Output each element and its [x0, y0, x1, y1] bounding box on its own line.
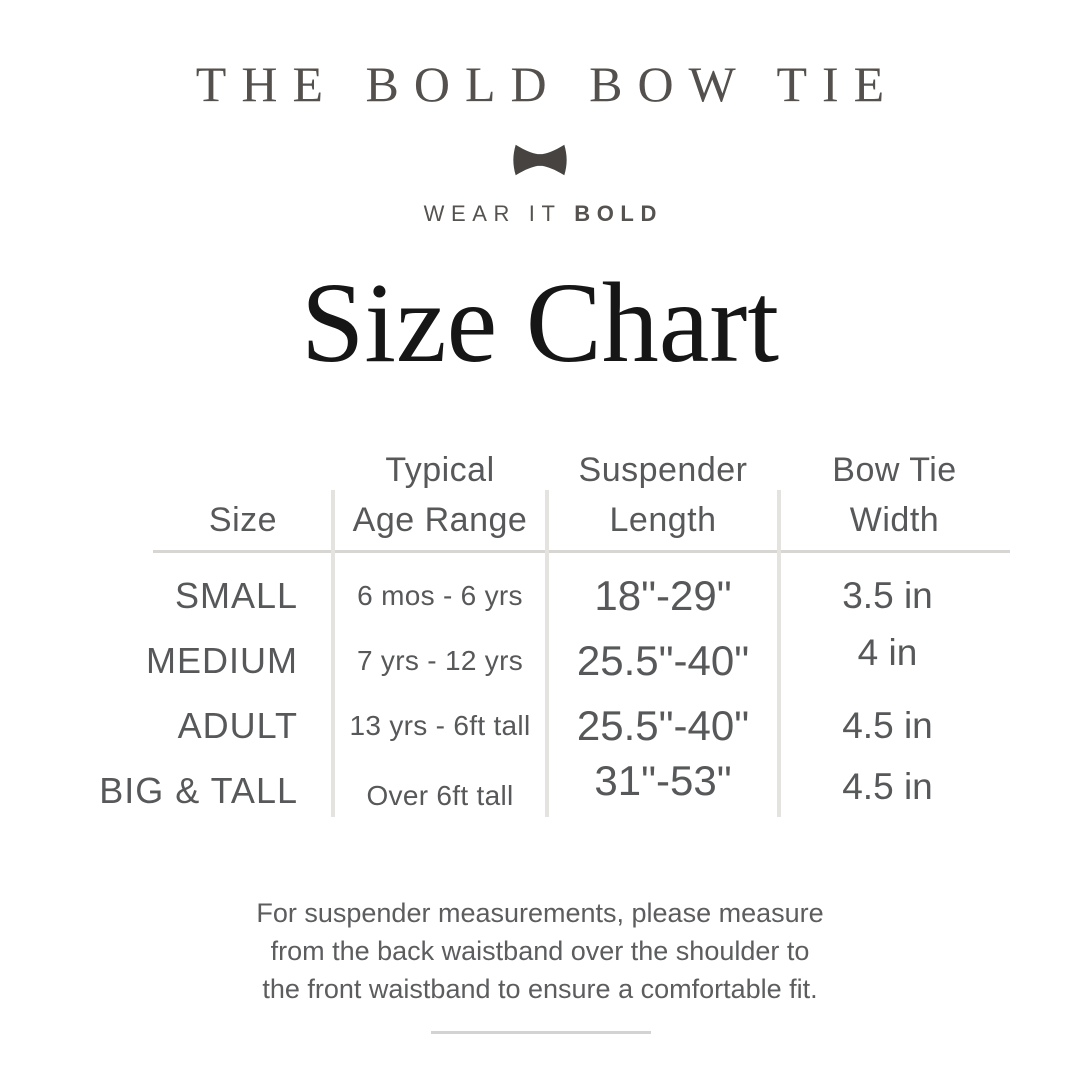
size-value: ADULT	[177, 704, 298, 746]
measurement-note-line1: For suspender measurements, please measure	[256, 898, 824, 928]
cell-size	[146, 628, 333, 693]
header-bow-tie-width-line1: Bow Tie	[832, 451, 957, 489]
header-size	[153, 445, 333, 557]
age-range-value: 7 yrs - 12 yrs	[356, 644, 523, 676]
measurement-note-line3: the front waistband to ensure a comfortable fit.	[262, 974, 818, 1004]
header-suspender-length-line2: Length	[609, 501, 717, 539]
cell-suspender-length	[547, 628, 779, 693]
cell-bow-tie-width	[779, 693, 1010, 758]
age-range-value: 6 mos - 6 yrs	[357, 579, 523, 611]
cell-bow-tie-width	[779, 758, 1010, 823]
header-age-range-line2: Age Range	[352, 501, 528, 539]
suspender-length-value: 31"-53"	[594, 756, 732, 804]
cell-bow-tie-width	[779, 563, 1010, 628]
bow-tie-width-value: 4.5 in	[842, 765, 933, 807]
cell-suspender-length	[547, 693, 779, 758]
size-value: SMALL	[174, 574, 298, 616]
table-body	[99, 551, 1010, 823]
measurement-note-line2: from the back waistband over the shoulder to	[270, 936, 810, 966]
age-range-value: 13 yrs - 6ft tall	[349, 709, 531, 741]
cell-size	[153, 693, 333, 758]
size-table	[99, 445, 1010, 823]
suspender-length-value: 25.5"-40"	[576, 701, 750, 749]
age-range-value: Over 6ft tall	[366, 779, 514, 811]
header-suspender-length	[547, 445, 779, 557]
size-value: MEDIUM	[146, 639, 298, 681]
cell-suspender-length	[547, 563, 779, 628]
brand-name: THE BOLD BOW TIE	[195, 56, 900, 112]
cell-bow-tie-width	[779, 628, 1010, 693]
header-bow-tie-width	[779, 445, 1010, 557]
suspender-length-value: 25.5"-40"	[576, 636, 750, 684]
cell-size	[153, 563, 333, 628]
cell-suspender-length	[547, 758, 779, 823]
bow-tie-width-value: 4 in	[857, 631, 918, 673]
measurement-note	[0, 894, 1080, 1008]
header-bow-tie-width-line2: Width	[849, 501, 940, 539]
header-age-range-line1: Typical	[385, 451, 495, 489]
tagline-bold: BOLD	[574, 201, 663, 226]
header-suspender-length-line1: Suspender	[578, 451, 748, 489]
bottom-divider-line	[431, 1031, 651, 1034]
header-age-range	[333, 445, 547, 557]
size-value: BIG & TALL	[99, 769, 298, 811]
cell-age-range	[333, 563, 547, 628]
cell-age-range	[333, 693, 547, 758]
bow-tie-width-value: 4.5 in	[842, 704, 933, 746]
tagline-prefix: WEAR IT	[423, 201, 562, 226]
bow-tie-icon	[513, 142, 567, 178]
page-title: Size Chart	[300, 259, 780, 386]
header-size-line2: Size	[208, 501, 278, 539]
cell-age-range	[333, 628, 547, 693]
cell-age-range	[333, 758, 547, 823]
bow-tie-width-value: 3.5 in	[842, 574, 933, 616]
table-header-row	[153, 445, 1010, 551]
suspender-length-value: 18"-29"	[594, 571, 732, 619]
brand-tagline	[0, 201, 1080, 227]
cell-size	[99, 758, 333, 823]
